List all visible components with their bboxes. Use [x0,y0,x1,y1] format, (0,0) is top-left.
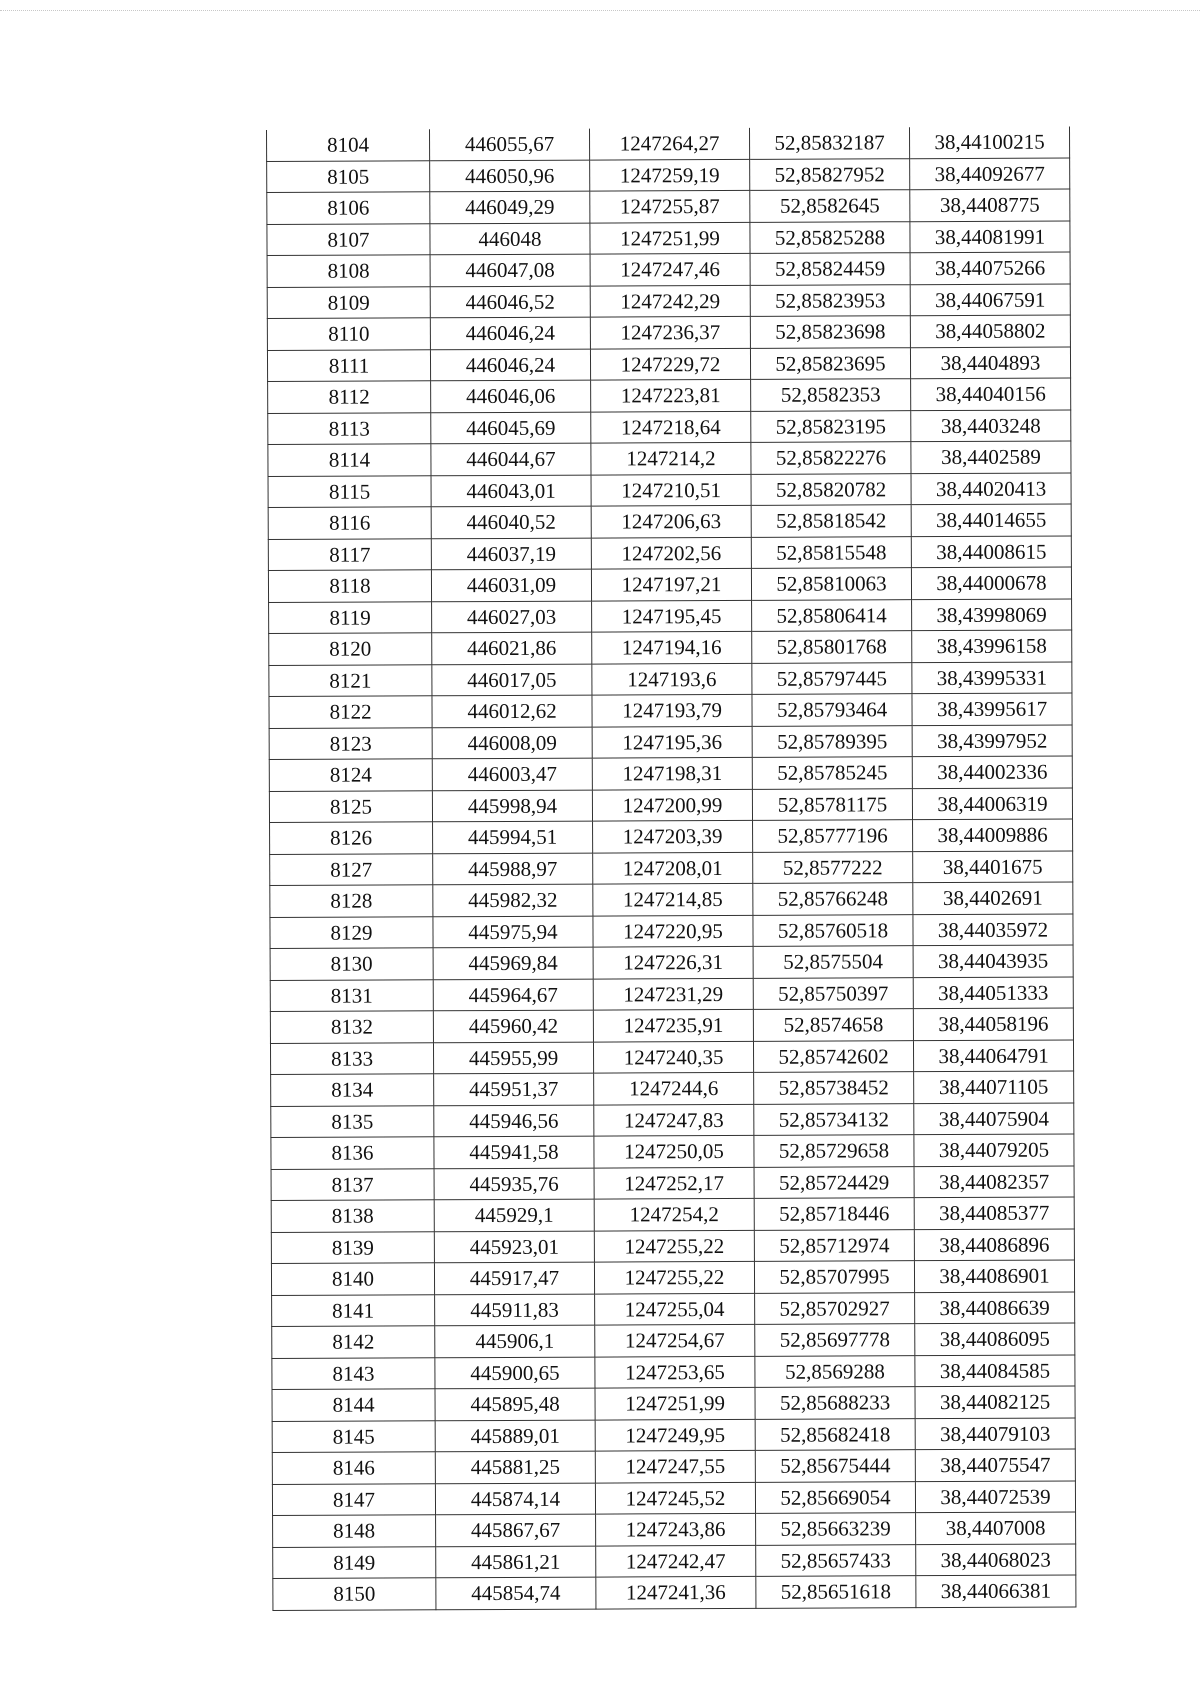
y-coordinate-cell: 1247255,87 [590,190,750,222]
point-number-cell: 8117 [268,538,431,570]
x-coordinate-cell: 445911,83 [435,1294,595,1326]
x-coordinate-cell: 445935,76 [434,1168,594,1200]
longitude-cell: 38,44051333 [913,976,1073,1008]
longitude-cell: 38,44086901 [914,1260,1074,1292]
latitude-cell: 52,85729658 [754,1135,914,1167]
y-coordinate-cell: 1247241,36 [596,1576,756,1608]
x-coordinate-cell: 446017,05 [432,664,592,696]
y-coordinate-cell: 1247229,72 [590,348,750,380]
table-row [272,1386,1075,1421]
point-number-cell: 8147 [272,1483,435,1515]
table-row [267,315,1070,350]
y-coordinate-cell: 1247250,05 [594,1135,754,1167]
longitude-cell: 38,44086896 [914,1228,1074,1260]
y-coordinate-cell: 1247203,39 [593,820,753,852]
point-number-cell: 8120 [269,633,432,665]
longitude-cell: 38,44006319 [912,787,1072,819]
point-number-cell: 8140 [271,1263,434,1295]
longitude-cell: 38,4402589 [911,441,1071,473]
y-coordinate-cell: 1247218,64 [591,411,751,443]
point-number-cell: 8104 [267,129,430,161]
latitude-cell: 52,8582645 [750,190,910,222]
table-row [271,1134,1074,1169]
point-number-cell: 8114 [268,444,431,476]
latitude-cell: 52,85702927 [755,1292,915,1324]
longitude-cell: 38,44020413 [911,472,1071,504]
x-coordinate-cell: 445881,25 [435,1451,595,1483]
point-number-cell: 8132 [270,1011,433,1043]
table-row [268,441,1071,476]
longitude-cell: 38,4402691 [913,882,1073,914]
latitude-cell: 52,85682418 [755,1418,915,1450]
longitude-cell: 38,43995617 [912,693,1072,725]
point-number-cell: 8121 [269,664,432,696]
table-row [272,1480,1075,1515]
x-coordinate-cell: 445929,1 [434,1199,594,1231]
latitude-cell: 52,85663239 [756,1513,916,1545]
y-coordinate-cell: 1247214,2 [591,442,751,474]
x-coordinate-cell: 445982,32 [433,884,593,916]
longitude-cell: 38,44066381 [916,1575,1076,1607]
table-row [273,1543,1076,1578]
x-coordinate-cell: 446040,52 [431,506,591,538]
table-row [269,630,1072,665]
latitude-cell: 52,85697778 [755,1324,915,1356]
latitude-cell: 52,85785245 [752,757,912,789]
y-coordinate-cell: 1247264,27 [589,128,749,160]
longitude-cell: 38,44009886 [913,819,1073,851]
point-number-cell: 8150 [273,1578,436,1610]
x-coordinate-cell: 445900,65 [435,1357,595,1389]
table-row [267,189,1070,224]
latitude-cell: 52,85688233 [755,1387,915,1419]
latitude-cell: 52,85712974 [754,1229,914,1261]
y-coordinate-cell: 1247242,29 [590,285,750,317]
longitude-cell: 38,44082357 [914,1165,1074,1197]
y-coordinate-cell: 1247200,99 [592,789,752,821]
table-row [268,535,1071,570]
latitude-cell: 52,85738452 [754,1072,914,1104]
latitude-cell: 52,85742602 [753,1040,913,1072]
point-number-cell: 8135 [271,1105,434,1137]
table-row [270,1039,1073,1074]
latitude-cell: 52,85777196 [753,820,913,852]
table-row [271,1102,1074,1137]
x-coordinate-cell: 445861,21 [436,1546,596,1578]
point-number-cell: 8133 [270,1042,433,1074]
latitude-cell: 52,85823695 [750,347,910,379]
y-coordinate-cell: 1247249,95 [595,1419,755,1451]
y-coordinate-cell: 1247235,91 [593,1009,753,1041]
point-number-cell: 8145 [272,1420,435,1452]
latitude-cell: 52,85825288 [750,221,910,253]
table-row [268,409,1071,444]
latitude-cell: 52,85750397 [753,977,913,1009]
longitude-cell: 38,4403248 [911,409,1071,441]
point-number-cell: 8141 [272,1294,435,1326]
table-row [268,472,1071,507]
point-number-cell: 8134 [271,1074,434,1106]
longitude-cell: 38,44058802 [910,315,1070,347]
latitude-cell: 52,8575504 [753,946,913,978]
x-coordinate-cell: 445964,67 [433,979,593,1011]
latitude-cell: 52,85820782 [751,473,911,505]
longitude-cell: 38,4401675 [913,850,1073,882]
coordinates-table [266,126,1076,1610]
latitude-cell: 52,85832187 [749,127,909,159]
y-coordinate-cell: 1247254,67 [595,1324,755,1356]
point-number-cell: 8129 [270,916,433,948]
x-coordinate-cell: 445975,94 [433,916,593,948]
x-coordinate-cell: 445895,48 [435,1388,595,1420]
point-number-cell: 8113 [268,412,431,444]
longitude-cell: 38,44075547 [915,1449,1075,1481]
latitude-cell: 52,85818542 [751,505,911,537]
y-coordinate-cell: 1247195,45 [592,600,752,632]
point-number-cell: 8106 [267,192,430,224]
table-row [271,1071,1074,1106]
longitude-cell: 38,4408775 [910,189,1070,221]
longitude-cell: 38,44079205 [914,1134,1074,1166]
latitude-cell: 52,85815548 [751,536,911,568]
x-coordinate-cell: 446055,67 [429,129,589,161]
y-coordinate-cell: 1247231,29 [593,978,753,1010]
longitude-cell: 38,44002336 [912,756,1072,788]
y-coordinate-cell: 1247210,51 [591,474,751,506]
latitude-cell: 52,8574658 [753,1009,913,1041]
latitude-cell: 52,85789395 [752,725,912,757]
longitude-cell: 38,44075904 [914,1102,1074,1134]
x-coordinate-cell: 445955,99 [433,1042,593,1074]
latitude-cell: 52,85766248 [753,883,913,915]
table-row [267,252,1070,287]
longitude-cell: 38,44084585 [915,1354,1075,1386]
table-row [270,882,1073,917]
x-coordinate-cell: 446021,86 [432,632,592,664]
latitude-cell: 52,85801768 [752,631,912,663]
y-coordinate-cell: 1247247,46 [590,253,750,285]
longitude-cell: 38,4404893 [910,346,1070,378]
point-number-cell: 8131 [270,979,433,1011]
point-number-cell: 8123 [269,727,432,759]
y-coordinate-cell: 1247202,56 [591,537,751,569]
latitude-cell: 52,8577222 [753,851,913,883]
y-coordinate-cell: 1247193,6 [592,663,752,695]
x-coordinate-cell: 446031,09 [431,569,591,601]
x-coordinate-cell: 445854,74 [436,1577,596,1609]
latitude-cell: 52,85718446 [754,1198,914,1230]
x-coordinate-cell: 445906,1 [435,1325,595,1357]
y-coordinate-cell: 1247214,85 [593,883,753,915]
table-row [272,1291,1075,1326]
point-number-cell: 8116 [268,507,431,539]
table-row [271,1260,1074,1295]
longitude-cell: 38,44086639 [915,1291,1075,1323]
x-coordinate-cell: 446046,24 [430,349,590,381]
table-row [269,756,1072,791]
y-coordinate-cell: 1247254,2 [594,1198,754,1230]
latitude-cell: 52,85669054 [755,1481,915,1513]
y-coordinate-cell: 1247236,37 [590,316,750,348]
point-number-cell: 8119 [269,601,432,633]
point-number-cell: 8105 [267,160,430,192]
point-number-cell: 8124 [269,759,432,791]
x-coordinate-cell: 445946,56 [434,1105,594,1137]
point-number-cell: 8138 [271,1200,434,1232]
point-number-cell: 8136 [271,1137,434,1169]
table-row [269,787,1072,822]
table-row [268,504,1071,539]
y-coordinate-cell: 1247244,6 [594,1072,754,1104]
latitude-cell: 52,85724429 [754,1166,914,1198]
point-number-cell: 8115 [268,475,431,507]
point-number-cell: 8146 [272,1452,435,1484]
y-coordinate-cell: 1247220,95 [593,915,753,947]
table-row [270,850,1073,885]
y-coordinate-cell: 1247197,21 [591,568,751,600]
point-number-cell: 8110 [267,318,430,350]
point-number-cell: 8144 [272,1389,435,1421]
table-row [267,157,1070,192]
longitude-cell: 38,44035972 [913,913,1073,945]
point-number-cell: 8148 [273,1515,436,1547]
scan-edge-line [0,10,1200,11]
point-number-cell: 8108 [267,255,430,287]
longitude-cell: 38,44014655 [911,504,1071,536]
longitude-cell: 38,44000678 [911,567,1071,599]
x-coordinate-cell: 446046,06 [431,380,591,412]
x-coordinate-cell: 446049,29 [430,191,590,223]
table-row [271,1197,1074,1232]
table-row [273,1575,1076,1610]
latitude-cell: 52,85824459 [750,253,910,285]
longitude-cell: 38,44100215 [909,126,1069,158]
table-row [267,220,1070,255]
longitude-cell: 38,4407008 [916,1512,1076,1544]
longitude-cell: 38,44071105 [914,1071,1074,1103]
longitude-cell: 38,44008615 [911,535,1071,567]
latitude-cell: 52,85827952 [750,158,910,190]
point-number-cell: 8107 [267,223,430,255]
x-coordinate-cell: 446050,96 [430,160,590,192]
y-coordinate-cell: 1247195,36 [592,726,752,758]
latitude-cell: 52,85823953 [750,284,910,316]
x-coordinate-cell: 445867,67 [436,1514,596,1546]
x-coordinate-cell: 446044,67 [431,443,591,475]
x-coordinate-cell: 445960,42 [433,1010,593,1042]
table-row [271,1228,1074,1263]
longitude-cell: 38,44072539 [915,1480,1075,1512]
x-coordinate-cell: 445941,58 [434,1136,594,1168]
table-row [267,283,1070,318]
longitude-cell: 38,44079103 [915,1417,1075,1449]
point-number-cell: 8128 [270,885,433,917]
x-coordinate-cell: 446045,69 [431,412,591,444]
longitude-cell: 38,44064791 [913,1039,1073,1071]
y-coordinate-cell: 1247251,99 [595,1387,755,1419]
latitude-cell: 52,85806414 [752,599,912,631]
longitude-cell: 38,43996158 [912,630,1072,662]
point-number-cell: 8127 [270,853,433,885]
y-coordinate-cell: 1247223,81 [591,379,751,411]
table-row [268,378,1071,413]
x-coordinate-cell: 445969,84 [433,947,593,979]
y-coordinate-cell: 1247193,79 [592,694,752,726]
y-coordinate-cell: 1247245,52 [595,1482,755,1514]
y-coordinate-cell: 1247252,17 [594,1167,754,1199]
longitude-cell: 38,44086095 [915,1323,1075,1355]
point-number-cell: 8142 [272,1326,435,1358]
table-row [270,945,1073,980]
y-coordinate-cell: 1247198,31 [592,757,752,789]
x-coordinate-cell: 445951,37 [434,1073,594,1105]
point-number-cell: 8125 [269,790,432,822]
longitude-cell: 38,44092677 [910,157,1070,189]
point-number-cell: 8137 [271,1168,434,1200]
longitude-cell: 38,44068023 [916,1543,1076,1575]
table-row [269,724,1072,759]
longitude-cell: 38,44067591 [910,283,1070,315]
table-row [268,567,1071,602]
longitude-cell: 38,44040156 [911,378,1071,410]
latitude-cell: 52,85823195 [751,410,911,442]
latitude-cell: 52,85823698 [750,316,910,348]
longitude-cell: 38,44043935 [913,945,1073,977]
point-number-cell: 8109 [267,286,430,318]
y-coordinate-cell: 1247255,22 [594,1230,754,1262]
table-row [267,346,1070,381]
x-coordinate-cell: 446047,08 [430,254,590,286]
x-coordinate-cell: 446003,47 [432,758,592,790]
x-coordinate-cell: 446046,52 [430,286,590,318]
x-coordinate-cell: 445994,51 [433,821,593,853]
x-coordinate-cell: 446043,01 [431,475,591,507]
longitude-cell: 38,44081991 [910,220,1070,252]
table-row [272,1354,1075,1389]
point-number-cell: 8126 [270,822,433,854]
y-coordinate-cell: 1247242,47 [596,1545,756,1577]
x-coordinate-cell: 445923,01 [434,1231,594,1263]
coordinates-table-body [267,126,1076,1609]
latitude-cell: 52,8569288 [755,1355,915,1387]
table-row [270,913,1073,948]
point-number-cell: 8139 [271,1231,434,1263]
point-number-cell: 8149 [273,1546,436,1578]
table-row [267,126,1070,161]
latitude-cell: 52,85651618 [756,1576,916,1608]
y-coordinate-cell: 1247226,31 [593,946,753,978]
table-row [270,1008,1073,1043]
point-number-cell: 8111 [267,349,430,381]
y-coordinate-cell: 1247255,22 [594,1261,754,1293]
y-coordinate-cell: 1247247,55 [595,1450,755,1482]
latitude-cell: 52,85781175 [752,788,912,820]
latitude-cell: 52,85793464 [752,694,912,726]
point-number-cell: 8130 [270,948,433,980]
table-row [269,693,1072,728]
longitude-cell: 38,44085377 [914,1197,1074,1229]
y-coordinate-cell: 1247255,04 [595,1293,755,1325]
longitude-cell: 38,43997952 [912,724,1072,756]
latitude-cell: 52,85707995 [754,1261,914,1293]
y-coordinate-cell: 1247243,86 [596,1513,756,1545]
x-coordinate-cell: 445917,47 [434,1262,594,1294]
x-coordinate-cell: 445889,01 [435,1420,595,1452]
y-coordinate-cell: 1247206,63 [591,505,751,537]
table-row [270,819,1073,854]
longitude-cell: 38,44075266 [910,252,1070,284]
table-row [271,1165,1074,1200]
longitude-cell: 38,43995331 [912,661,1072,693]
point-number-cell: 8143 [272,1357,435,1389]
table-row [270,976,1073,1011]
table-row [269,661,1072,696]
y-coordinate-cell: 1247247,83 [594,1104,754,1136]
latitude-cell: 52,85822276 [751,442,911,474]
y-coordinate-cell: 1247194,16 [592,631,752,663]
x-coordinate-cell: 445998,94 [432,790,592,822]
y-coordinate-cell: 1247259,19 [590,159,750,191]
x-coordinate-cell: 446037,19 [431,538,591,570]
x-coordinate-cell: 446012,62 [432,695,592,727]
latitude-cell: 52,85797445 [752,662,912,694]
point-number-cell: 8122 [269,696,432,728]
table-row [272,1449,1075,1484]
latitude-cell: 52,85657433 [756,1544,916,1576]
longitude-cell: 38,44058196 [913,1008,1073,1040]
table-row [269,598,1072,633]
x-coordinate-cell: 446046,24 [430,317,590,349]
x-coordinate-cell: 445874,14 [435,1483,595,1515]
point-number-cell: 8112 [268,381,431,413]
table-row [272,1417,1075,1452]
latitude-cell: 52,85760518 [753,914,913,946]
latitude-cell: 52,85734132 [754,1103,914,1135]
x-coordinate-cell: 445988,97 [433,853,593,885]
latitude-cell: 52,85810063 [751,568,911,600]
x-coordinate-cell: 446027,03 [432,601,592,633]
table-row [273,1512,1076,1547]
y-coordinate-cell: 1247208,01 [593,852,753,884]
x-coordinate-cell: 446048 [430,223,590,255]
y-coordinate-cell: 1247251,99 [590,222,750,254]
x-coordinate-cell: 446008,09 [432,727,592,759]
point-number-cell: 8118 [268,570,431,602]
longitude-cell: 38,43998069 [912,598,1072,630]
latitude-cell: 52,85675444 [755,1450,915,1482]
latitude-cell: 52,8582353 [751,379,911,411]
longitude-cell: 38,44082125 [915,1386,1075,1418]
y-coordinate-cell: 1247240,35 [593,1041,753,1073]
y-coordinate-cell: 1247253,65 [595,1356,755,1388]
table-row [272,1323,1075,1358]
